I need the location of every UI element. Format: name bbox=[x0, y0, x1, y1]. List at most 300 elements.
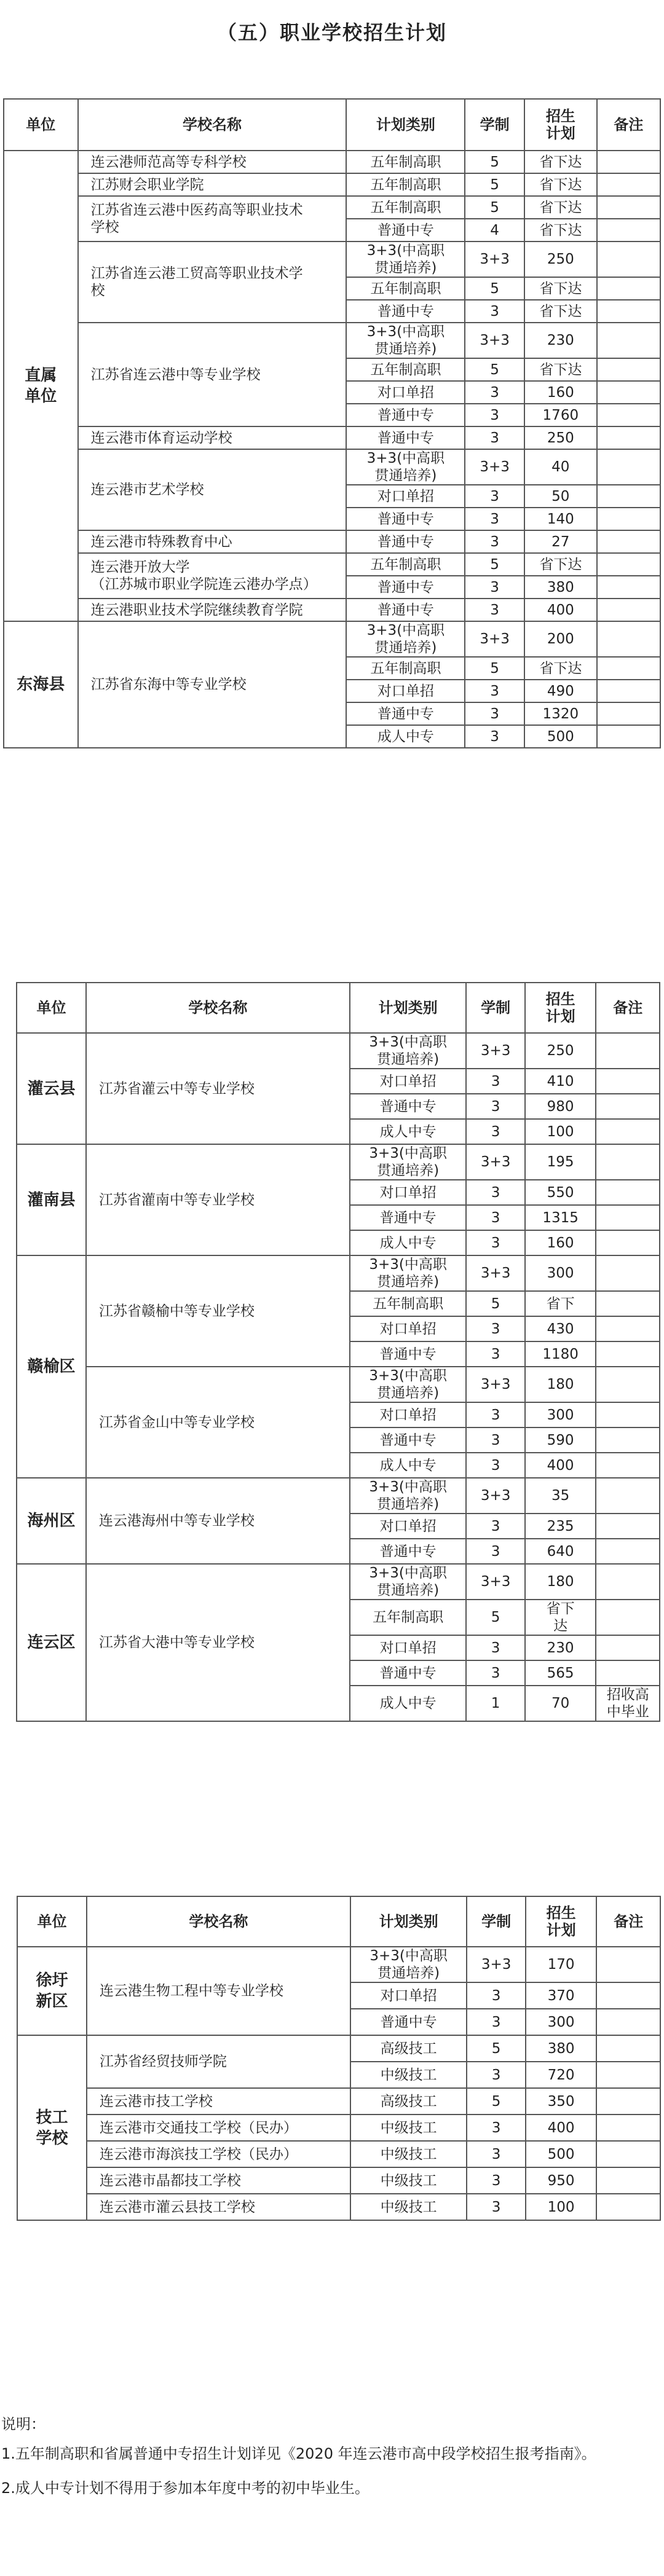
duration-cell: 3 bbox=[465, 680, 524, 702]
enroll-cell: 380 bbox=[524, 576, 597, 599]
enroll-cell: 省下达 bbox=[524, 219, 597, 242]
duration-cell: 3 bbox=[465, 508, 524, 530]
enroll-cell: 170 bbox=[526, 1947, 597, 1982]
remark-cell bbox=[596, 1144, 660, 1180]
duration-cell: 3+3 bbox=[466, 1144, 524, 1180]
duration-cell: 3 bbox=[466, 1635, 524, 1660]
plan-type-cell: 五年制高职 bbox=[346, 657, 465, 680]
page-title: （五）职业学校招生计划 bbox=[216, 21, 447, 44]
plan-table bbox=[16, 982, 660, 1722]
enroll-cell: 980 bbox=[525, 1094, 596, 1119]
school-name-cell: 江苏省金山中等专业学校 bbox=[86, 1367, 350, 1478]
plan-type-cell: 中级技工 bbox=[350, 2141, 467, 2167]
remark-cell bbox=[596, 1291, 660, 1316]
enroll-cell: 235 bbox=[525, 1514, 596, 1539]
table-row bbox=[4, 196, 660, 219]
table-row bbox=[4, 323, 660, 358]
enroll-cell: 省下达 bbox=[524, 277, 597, 300]
plan-type-cell: 五年制高职 bbox=[346, 358, 465, 381]
plan-type-cell: 对口单招 bbox=[350, 1635, 467, 1660]
duration-cell: 5 bbox=[467, 2088, 525, 2115]
enroll-cell: 720 bbox=[526, 2062, 597, 2088]
plan-type-cell: 3+3(中高职 贯通培养) bbox=[350, 1033, 467, 1069]
unit-cell: 灌云县 bbox=[17, 1033, 86, 1144]
enroll-cell: 370 bbox=[526, 1982, 597, 2009]
enroll-cell: 400 bbox=[526, 2115, 597, 2141]
unit-cell: 直属 单位 bbox=[4, 151, 78, 621]
enroll-cell: 160 bbox=[524, 381, 597, 404]
remark-cell bbox=[597, 151, 660, 173]
remark-cell bbox=[596, 1180, 660, 1205]
duration-cell: 3 bbox=[466, 1316, 524, 1341]
plan-type-cell: 对口单招 bbox=[350, 1180, 467, 1205]
enroll-cell: 省下 达 bbox=[525, 1600, 596, 1635]
plan-type-cell: 3+3(中高职 贯通培养) bbox=[350, 1144, 467, 1180]
remark-cell bbox=[596, 1453, 660, 1478]
table-row bbox=[4, 599, 660, 621]
duration-cell: 5 bbox=[465, 358, 524, 381]
remark-cell bbox=[596, 1094, 660, 1119]
plan-type-cell: 普通中专 bbox=[350, 1427, 467, 1453]
remark-cell bbox=[596, 2141, 660, 2167]
school-name-cell: 江苏省经贸技师学院 bbox=[87, 2035, 350, 2088]
enroll-header: 招生 计划 bbox=[525, 983, 596, 1033]
enroll-cell: 550 bbox=[525, 1180, 596, 1205]
remark-cell bbox=[596, 1982, 660, 2009]
remark-cell bbox=[597, 404, 660, 426]
remark-header: 备注 bbox=[596, 983, 660, 1033]
table-row bbox=[17, 1478, 660, 1514]
remark-cell: 招收高 中毕业 bbox=[596, 1686, 660, 1721]
remark-cell bbox=[596, 1402, 660, 1427]
enroll-cell: 430 bbox=[525, 1316, 596, 1341]
notes-title: 说明： bbox=[1, 2416, 45, 2433]
duration-cell: 5 bbox=[466, 1600, 524, 1635]
plan-type-cell: 对口单招 bbox=[346, 381, 465, 404]
duration-cell: 3+3 bbox=[466, 1478, 524, 1514]
plan-type-cell: 普通中专 bbox=[346, 404, 465, 426]
table-row bbox=[4, 621, 660, 657]
school-header: 学校名称 bbox=[87, 1896, 350, 1947]
duration-cell: 5 bbox=[465, 151, 524, 173]
duration-cell: 3 bbox=[466, 1205, 524, 1230]
unit-cell: 赣榆区 bbox=[17, 1255, 86, 1478]
plan-type-cell: 3+3(中高职 贯通培养) bbox=[350, 1478, 467, 1514]
duration-cell: 3 bbox=[466, 1514, 524, 1539]
remark-cell bbox=[597, 485, 660, 508]
school-name-cell: 连云港市艺术学校 bbox=[78, 449, 347, 530]
duration-cell: 3+3 bbox=[466, 1367, 524, 1402]
enroll-cell: 400 bbox=[525, 1453, 596, 1478]
remark-cell bbox=[597, 725, 660, 748]
table-row bbox=[17, 1255, 660, 1291]
remark-header: 备注 bbox=[597, 99, 660, 151]
school-name-cell: 连云港市晶都技工学校 bbox=[87, 2167, 350, 2194]
enrollment-table-3 bbox=[0, 1896, 664, 2221]
plan-type-cell: 中级技工 bbox=[350, 2194, 467, 2220]
plan-type-header: 计划类别 bbox=[350, 1896, 467, 1947]
table-row bbox=[4, 530, 660, 553]
plan-type-cell: 五年制高职 bbox=[350, 1600, 467, 1635]
enroll-cell: 160 bbox=[525, 1230, 596, 1255]
enroll-cell: 565 bbox=[525, 1660, 596, 1686]
duration-cell: 3 bbox=[465, 702, 524, 725]
plan-type-cell: 成人中专 bbox=[346, 725, 465, 748]
remark-cell bbox=[597, 508, 660, 530]
school-name-cell: 连云港海州中等专业学校 bbox=[86, 1478, 350, 1564]
enroll-cell: 省下 bbox=[525, 1291, 596, 1316]
unit-cell: 海州区 bbox=[17, 1478, 86, 1564]
duration-cell: 4 bbox=[465, 219, 524, 242]
plan-type-cell: 成人中专 bbox=[350, 1119, 467, 1144]
enroll-cell: 100 bbox=[525, 1119, 596, 1144]
plan-type-cell: 3+3(中高职 贯通培养) bbox=[346, 621, 465, 657]
enroll-header: 招生 计划 bbox=[524, 99, 597, 151]
plan-type-cell: 中级技工 bbox=[350, 2062, 467, 2088]
enroll-cell: 300 bbox=[526, 2009, 597, 2035]
plan-type-cell: 普通中专 bbox=[346, 530, 465, 553]
remark-cell bbox=[597, 680, 660, 702]
remark-cell bbox=[596, 1427, 660, 1453]
plan-type-cell: 对口单招 bbox=[350, 1514, 467, 1539]
enroll-cell: 180 bbox=[525, 1367, 596, 1402]
table-row bbox=[4, 173, 660, 196]
note-line-2: 2.成人中专计划不得用于参加本年度中考的初中毕业生。 bbox=[1, 2480, 370, 2497]
remark-cell bbox=[597, 553, 660, 576]
plan-type-cell: 五年制高职 bbox=[346, 173, 465, 196]
remark-cell bbox=[596, 1947, 660, 1982]
plan-type-cell: 普通中专 bbox=[346, 702, 465, 725]
plan-type-cell: 3+3(中高职 贯通培养) bbox=[350, 1564, 467, 1600]
remark-header: 备注 bbox=[596, 1896, 660, 1947]
plan-type-cell: 普通中专 bbox=[350, 1205, 467, 1230]
unit-cell: 徐圩 新区 bbox=[17, 1947, 87, 2035]
plan-type-cell: 对口单招 bbox=[350, 1402, 467, 1427]
remark-cell bbox=[596, 1205, 660, 1230]
duration-cell: 3 bbox=[467, 2167, 525, 2194]
duration-cell: 5 bbox=[465, 657, 524, 680]
enroll-cell: 1760 bbox=[524, 404, 597, 426]
plan-type-cell: 五年制高职 bbox=[346, 151, 465, 173]
remark-cell bbox=[597, 530, 660, 553]
duration-cell: 1 bbox=[466, 1686, 524, 1721]
table-row bbox=[17, 1144, 660, 1180]
school-name-cell: 连云港市技工学校 bbox=[87, 2088, 350, 2115]
duration-cell: 3 bbox=[466, 1427, 524, 1453]
plan-type-cell: 成人中专 bbox=[350, 1230, 467, 1255]
plan-type-cell: 成人中专 bbox=[350, 1686, 467, 1721]
remark-cell bbox=[596, 1033, 660, 1069]
enroll-cell: 1180 bbox=[525, 1341, 596, 1367]
duration-cell: 5 bbox=[467, 2035, 525, 2062]
school-name-cell: 江苏省大港中等专业学校 bbox=[86, 1564, 350, 1721]
school-header: 学校名称 bbox=[78, 99, 347, 151]
table-row bbox=[4, 553, 660, 576]
duration-cell: 3 bbox=[466, 1094, 524, 1119]
duration-cell: 3+3 bbox=[466, 1255, 524, 1291]
remark-cell bbox=[597, 323, 660, 358]
school-name-cell: 江苏省灌云中等专业学校 bbox=[86, 1033, 350, 1144]
unit-header: 单位 bbox=[17, 983, 86, 1033]
plan-type-cell: 五年制高职 bbox=[350, 1291, 467, 1316]
enroll-cell: 500 bbox=[526, 2141, 597, 2167]
duration-cell: 3 bbox=[466, 1453, 524, 1478]
enroll-cell: 250 bbox=[524, 426, 597, 449]
enrollment-table-2 bbox=[0, 982, 664, 1722]
remark-cell bbox=[597, 196, 660, 219]
remark-cell bbox=[597, 702, 660, 725]
duration-cell: 5 bbox=[465, 196, 524, 219]
enroll-cell: 500 bbox=[524, 725, 597, 748]
school-name-cell: 江苏省连云港工贸高等职业技术学 校 bbox=[78, 242, 347, 323]
school-name-cell: 连云港职业技术学院继续教育学院 bbox=[78, 599, 347, 621]
plan-type-cell: 中级技工 bbox=[350, 2167, 467, 2194]
table-row bbox=[4, 449, 660, 485]
enroll-cell: 950 bbox=[526, 2167, 597, 2194]
duration-cell: 3 bbox=[466, 1180, 524, 1205]
remark-cell bbox=[596, 1539, 660, 1564]
plan-type-cell: 普通中专 bbox=[350, 2009, 467, 2035]
enrollment-table-1 bbox=[0, 98, 664, 748]
enroll-cell: 590 bbox=[525, 1427, 596, 1453]
table-row bbox=[17, 1033, 660, 1069]
enroll-cell: 195 bbox=[525, 1144, 596, 1180]
plan-type-cell: 3+3(中高职 贯通培养) bbox=[346, 449, 465, 485]
duration-cell: 3 bbox=[466, 1341, 524, 1367]
duration-cell: 3 bbox=[467, 2194, 525, 2220]
note-line-1: 1.五年制高职和省属普通中专招生计划详见《2020 年连云港市高中段学校招生报考指南》。 bbox=[1, 2445, 596, 2462]
plan-type-header: 计划类别 bbox=[346, 99, 465, 151]
remark-cell bbox=[596, 2167, 660, 2194]
remark-cell bbox=[597, 300, 660, 323]
enroll-cell: 省下达 bbox=[524, 300, 597, 323]
enroll-header: 招生 计划 bbox=[526, 1896, 597, 1947]
duration-cell: 3 bbox=[467, 2141, 525, 2167]
enroll-cell: 230 bbox=[524, 323, 597, 358]
school-name-cell: 江苏省连云港中等专业学校 bbox=[78, 323, 347, 426]
plan-type-cell: 普通中专 bbox=[350, 1660, 467, 1686]
remark-cell bbox=[596, 2115, 660, 2141]
duration-cell: 3 bbox=[465, 426, 524, 449]
remark-cell bbox=[596, 1564, 660, 1600]
plan-type-cell: 普通中专 bbox=[350, 1094, 467, 1119]
school-name-cell: 连云港开放大学 （江苏城市职业学院连云港办学点） bbox=[78, 553, 347, 599]
duration-cell: 3+3 bbox=[465, 242, 524, 277]
plan-type-cell: 普通中专 bbox=[346, 219, 465, 242]
plan-table bbox=[17, 1896, 661, 2221]
enroll-cell: 180 bbox=[525, 1564, 596, 1600]
remark-cell bbox=[597, 621, 660, 657]
enroll-cell: 1315 bbox=[525, 1205, 596, 1230]
remark-cell bbox=[597, 219, 660, 242]
plan-type-cell: 3+3(中高职 贯通培养) bbox=[346, 242, 465, 277]
remark-cell bbox=[596, 1367, 660, 1402]
school-name-cell: 连云港生物工程中等专业学校 bbox=[87, 1947, 350, 2035]
school-name-cell: 连云港师范高等专科学校 bbox=[78, 151, 347, 173]
table-header-row bbox=[17, 1896, 660, 1947]
duration-cell: 3 bbox=[466, 1230, 524, 1255]
school-name-cell: 连云港市特殊教育中心 bbox=[78, 530, 347, 553]
plan-type-cell: 普通中专 bbox=[346, 576, 465, 599]
duration-cell: 3 bbox=[466, 1660, 524, 1686]
plan-type-cell: 高级技工 bbox=[350, 2088, 467, 2115]
unit-cell: 东海县 bbox=[4, 621, 78, 748]
table-row bbox=[17, 1564, 660, 1600]
remark-cell bbox=[597, 358, 660, 381]
duration-cell: 3 bbox=[467, 2062, 525, 2088]
duration-cell: 3 bbox=[465, 530, 524, 553]
plan-type-cell: 普通中专 bbox=[346, 508, 465, 530]
duration-cell: 3 bbox=[465, 404, 524, 426]
table-row bbox=[17, 2194, 660, 2220]
plan-type-cell: 普通中专 bbox=[346, 300, 465, 323]
table-header-row bbox=[4, 99, 660, 151]
school-name-cell: 连云港市海滨技工学校（民办） bbox=[87, 2141, 350, 2167]
duration-cell: 3 bbox=[467, 1982, 525, 2009]
duration-cell: 5 bbox=[466, 1291, 524, 1316]
remark-cell bbox=[597, 173, 660, 196]
table-row bbox=[4, 242, 660, 277]
school-name-cell: 江苏省东海中等专业学校 bbox=[78, 621, 347, 748]
enroll-cell: 省下达 bbox=[524, 151, 597, 173]
plan-type-cell: 3+3(中高职 贯通培养) bbox=[346, 323, 465, 358]
duration-cell: 3 bbox=[465, 725, 524, 748]
duration-cell: 3 bbox=[465, 599, 524, 621]
table-row bbox=[17, 1947, 660, 1982]
duration-cell: 3 bbox=[466, 1402, 524, 1427]
remark-cell bbox=[597, 381, 660, 404]
plan-type-cell: 对口单招 bbox=[346, 485, 465, 508]
remark-cell bbox=[597, 576, 660, 599]
enroll-cell: 410 bbox=[525, 1069, 596, 1094]
unit-cell: 连云区 bbox=[17, 1564, 86, 1721]
remark-cell bbox=[596, 1514, 660, 1539]
plan-type-cell: 对口单招 bbox=[350, 1982, 467, 2009]
plan-type-cell: 中级技工 bbox=[350, 2115, 467, 2141]
plan-type-cell: 五年制高职 bbox=[346, 196, 465, 219]
duration-cell: 3 bbox=[467, 2115, 525, 2141]
remark-cell bbox=[596, 1255, 660, 1291]
unit-header: 单位 bbox=[4, 99, 78, 151]
enroll-cell: 300 bbox=[525, 1255, 596, 1291]
enroll-cell: 35 bbox=[525, 1478, 596, 1514]
plan-type-cell: 高级技工 bbox=[350, 2035, 467, 2062]
enroll-cell: 1320 bbox=[524, 702, 597, 725]
duration-cell: 3 bbox=[467, 2009, 525, 2035]
enroll-cell: 250 bbox=[524, 242, 597, 277]
enroll-cell: 380 bbox=[526, 2035, 597, 2062]
remark-cell bbox=[596, 2035, 660, 2062]
school-name-cell: 连云港市灌云县技工学校 bbox=[87, 2194, 350, 2220]
school-name-cell: 江苏省灌南中等专业学校 bbox=[86, 1144, 350, 1255]
plan-type-cell: 普通中专 bbox=[346, 426, 465, 449]
table-row bbox=[17, 2035, 660, 2062]
remark-cell bbox=[597, 657, 660, 680]
school-name-cell: 连云港市体育运动学校 bbox=[78, 426, 347, 449]
plan-type-cell: 对口单招 bbox=[346, 680, 465, 702]
remark-cell bbox=[596, 1660, 660, 1686]
remark-cell bbox=[596, 1600, 660, 1635]
remark-cell bbox=[596, 2194, 660, 2220]
plan-type-cell: 3+3(中高职 贯通培养) bbox=[350, 1367, 467, 1402]
remark-cell bbox=[596, 2009, 660, 2035]
remark-cell bbox=[596, 1069, 660, 1094]
table-row bbox=[17, 2167, 660, 2194]
remark-cell bbox=[597, 277, 660, 300]
plan-table bbox=[3, 98, 661, 748]
plan-type-cell: 五年制高职 bbox=[346, 553, 465, 576]
enroll-cell: 27 bbox=[524, 530, 597, 553]
remark-cell bbox=[597, 449, 660, 485]
plan-type-cell: 普通中专 bbox=[346, 599, 465, 621]
duration-cell: 3 bbox=[465, 485, 524, 508]
duration-cell: 3+3 bbox=[465, 449, 524, 485]
duration-header: 学制 bbox=[466, 983, 524, 1033]
unit-cell: 灌南县 bbox=[17, 1144, 86, 1255]
enroll-cell: 640 bbox=[525, 1539, 596, 1564]
remark-cell bbox=[597, 426, 660, 449]
plan-type-cell: 对口单招 bbox=[350, 1069, 467, 1094]
table-row bbox=[4, 426, 660, 449]
remark-cell bbox=[596, 1316, 660, 1341]
duration-cell: 3+3 bbox=[466, 1033, 524, 1069]
plan-type-cell: 对口单招 bbox=[350, 1316, 467, 1341]
school-name-cell: 江苏财会职业学院 bbox=[78, 173, 347, 196]
duration-header: 学制 bbox=[467, 1896, 525, 1947]
duration-header: 学制 bbox=[465, 99, 524, 151]
enroll-cell: 省下达 bbox=[524, 196, 597, 219]
school-name-cell: 江苏省连云港中医药高等职业技术 学校 bbox=[78, 196, 347, 242]
enroll-cell: 省下达 bbox=[524, 173, 597, 196]
duration-cell: 5 bbox=[465, 553, 524, 576]
duration-cell: 3+3 bbox=[466, 1564, 524, 1600]
duration-cell: 3 bbox=[465, 381, 524, 404]
duration-cell: 5 bbox=[465, 277, 524, 300]
remark-cell bbox=[597, 242, 660, 277]
duration-cell: 3+3 bbox=[465, 621, 524, 657]
remark-cell bbox=[596, 1478, 660, 1514]
table-row bbox=[17, 1367, 660, 1402]
table-row bbox=[17, 2115, 660, 2141]
enroll-cell: 50 bbox=[524, 485, 597, 508]
remark-cell bbox=[596, 1635, 660, 1660]
enroll-cell: 300 bbox=[525, 1402, 596, 1427]
enroll-cell: 350 bbox=[526, 2088, 597, 2115]
enroll-cell: 200 bbox=[524, 621, 597, 657]
duration-cell: 3 bbox=[466, 1069, 524, 1094]
duration-cell: 5 bbox=[465, 173, 524, 196]
enroll-cell: 40 bbox=[524, 449, 597, 485]
duration-cell: 3+3 bbox=[465, 323, 524, 358]
remark-cell bbox=[596, 1230, 660, 1255]
remark-cell bbox=[597, 599, 660, 621]
remark-cell bbox=[596, 2062, 660, 2088]
plan-type-cell: 成人中专 bbox=[350, 1453, 467, 1478]
school-name-cell: 江苏省赣榆中等专业学校 bbox=[86, 1255, 350, 1367]
enroll-cell: 70 bbox=[525, 1686, 596, 1721]
plan-type-header: 计划类别 bbox=[350, 983, 467, 1033]
remark-cell bbox=[596, 2088, 660, 2115]
table-row bbox=[17, 2088, 660, 2115]
plan-type-cell: 普通中专 bbox=[350, 1539, 467, 1564]
enroll-cell: 100 bbox=[526, 2194, 597, 2220]
duration-cell: 3 bbox=[465, 576, 524, 599]
plan-type-cell: 普通中专 bbox=[350, 1341, 467, 1367]
school-header: 学校名称 bbox=[86, 983, 350, 1033]
enroll-cell: 省下达 bbox=[524, 553, 597, 576]
enroll-cell: 230 bbox=[525, 1635, 596, 1660]
plan-type-cell: 3+3(中高职 贯通培养) bbox=[350, 1947, 467, 1982]
